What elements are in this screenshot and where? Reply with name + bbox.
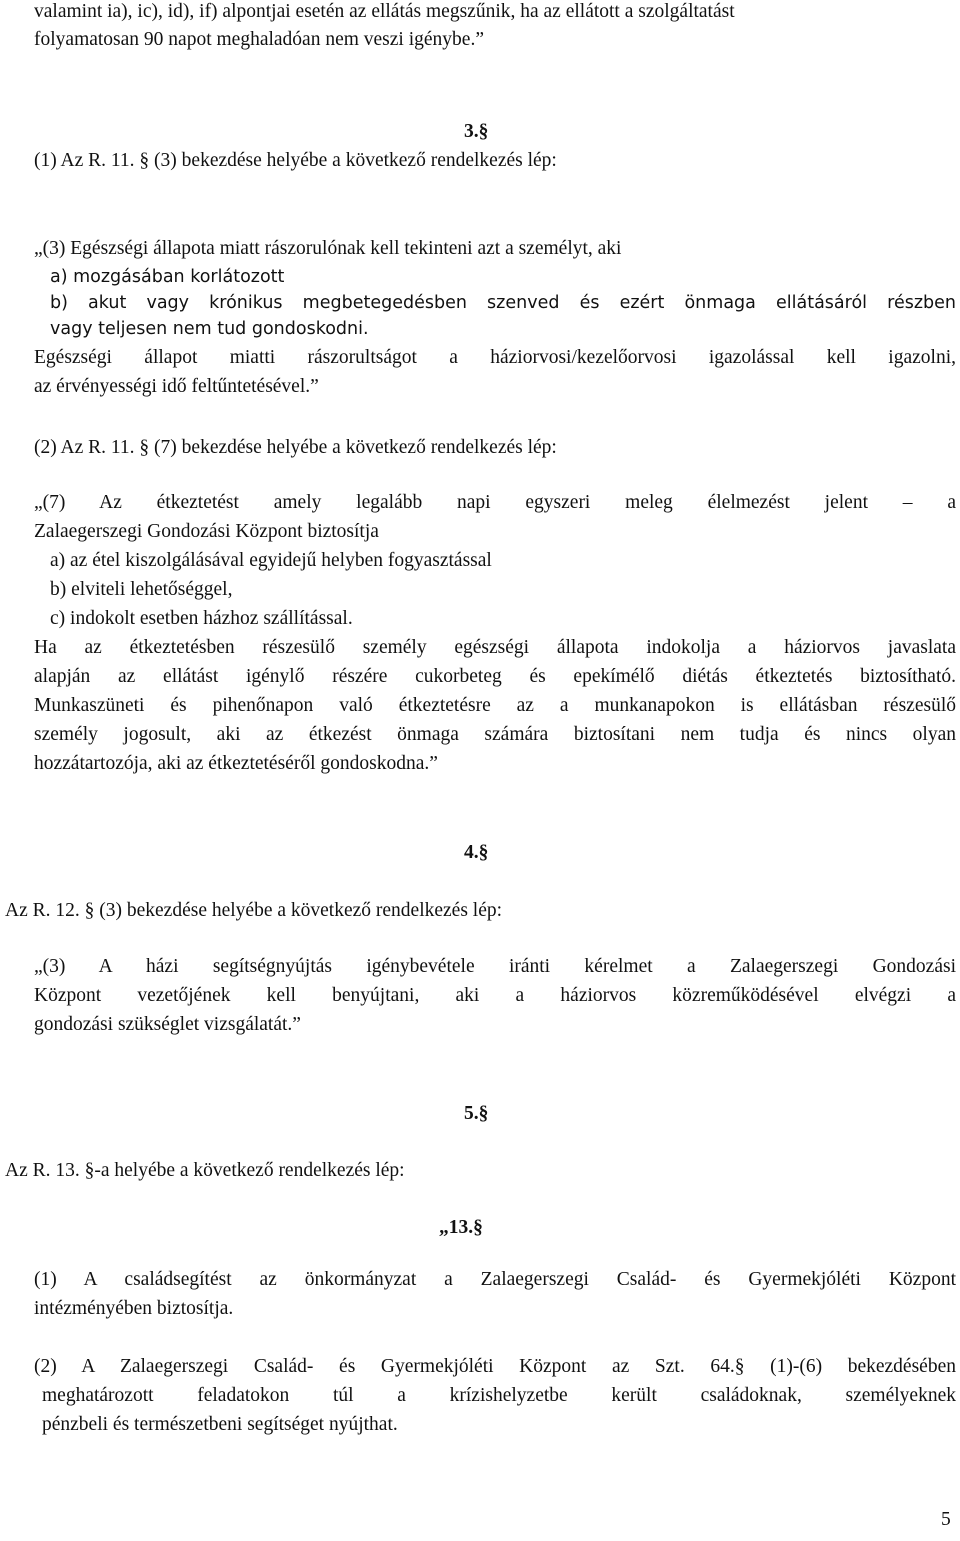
sec5-p1-line1: (1) A családsegítést az önkormányzat a Zalaegerszegi Család- és Gyermekjóléti Központ (34, 1269, 956, 1290)
sec5-p2-line3: pénzbeli és természetbeni segítséget nyújthat. (42, 1414, 398, 1435)
section-5-heading: 5.§ (464, 1103, 489, 1124)
sec3-q2-text-line3: Munkaszüneti és pihenőnapon való étkeztetésre az a munkanapokon is ellátásban részesülő (34, 695, 956, 716)
sec4-quote-line1: „(3) A házi segítségnyújtás igénybevétele iránti kérelmet a Zalaegerszegi Gondozási (34, 956, 956, 977)
sec3-q1-line1: „(3) Egészségi állapota miatt rászorulónak kell tekinteni azt a személyt, aki (34, 238, 622, 259)
intro-line-1: valamint ia), ic), id), if) alpontjai esetén az ellátás megszűnik, ha az ellátott a szolgáltatást (34, 1, 735, 22)
sec4-quote-line2: Központ vezetőjének kell benyújtani, aki a háziorvos közreműködésével elvégzi a (34, 985, 956, 1006)
sec3-q2-text-line2: alapján az ellátást igénylő részére cukorbeteg és epekímélő diétás étkeztetés biztosítható. (34, 666, 956, 687)
intro-line-2: folyamatosan 90 napot meghaladóan nem veszi igénybe.” (34, 29, 484, 50)
sec5-sub-heading: „13.§ (439, 1217, 483, 1238)
sec3-q1-text-line1: Egészségi állapot miatti rászorultságot a háziorvosi/kezelőorvosi igazolással kell igazolni, (34, 347, 956, 368)
sec3-q2-text-line4: személy jogosult, aki az étkezést önmaga számára biztosítani nem tudja és nincs olyan (34, 724, 956, 745)
sec3-p1-intro: (1) Az R. 11. § (3) bekezdése helyébe a következő rendelkezés lép: (34, 150, 557, 171)
sec3-q1-item-b-line1: b) akut vagy krónikus megbetegedésben szenved és ezért önmaga ellátásáról részben (50, 293, 956, 313)
sec5-p1-line2: intézményében biztosítja. (34, 1298, 234, 1319)
sec5-intro: Az R. 13. §-a helyébe a következő rendelkezés lép: (5, 1160, 405, 1181)
sec3-q2-item-c: c) indokolt esetben házhoz szállítással. (50, 608, 353, 629)
sec3-q2-line2: Zalaegerszegi Gondozási Központ biztosítja (34, 521, 379, 542)
sec3-q2-text-line5: hozzátartozója, aki az étkeztetéséről gondoskodna.” (34, 753, 438, 774)
sec3-q1-item-b-line2: vagy teljesen nem tud gondoskodni. (50, 319, 369, 339)
section-3-heading: 3.§ (464, 121, 489, 142)
sec4-quote-line3: gondozási szükséglet vizsgálatát.” (34, 1014, 301, 1035)
sec3-q2-item-b: b) elviteli lehetőséggel, (50, 579, 233, 600)
sec3-q2-text-line1: Ha az étkeztetésben részesülő személy egészségi állapota indokolja a háziorvos javaslata (34, 637, 956, 658)
sec5-p2-line1: (2) A Zalaegerszegi Család- és Gyermekjóléti Központ az Szt. 64.§ (1)-(6) bekezdésében (34, 1356, 956, 1377)
sec4-intro: Az R. 12. § (3) bekezdése helyébe a következő rendelkezés lép: (5, 900, 503, 921)
sec3-p2-intro: (2) Az R. 11. § (7) bekezdése helyébe a következő rendelkezés lép: (34, 437, 557, 458)
sec5-p2-line2: meghatározott feladatokon túl a krízishelyzetbe került családoknak, személyeknek (42, 1385, 956, 1406)
page-number: 5 (941, 1509, 951, 1530)
section-4-heading: 4.§ (464, 842, 489, 863)
sec3-q1-item-a: a) mozgásában korlátozott (50, 267, 285, 287)
sec3-q1-text-line2: az érvényességi idő feltűntetésével.” (34, 376, 319, 397)
sec3-q2-line1: „(7) Az étkeztetést amely legalább napi egyszeri meleg élelmezést jelent – a (34, 492, 956, 513)
sec3-q2-item-a: a) az étel kiszolgálásával egyidejű helyben fogyasztással (50, 550, 492, 571)
